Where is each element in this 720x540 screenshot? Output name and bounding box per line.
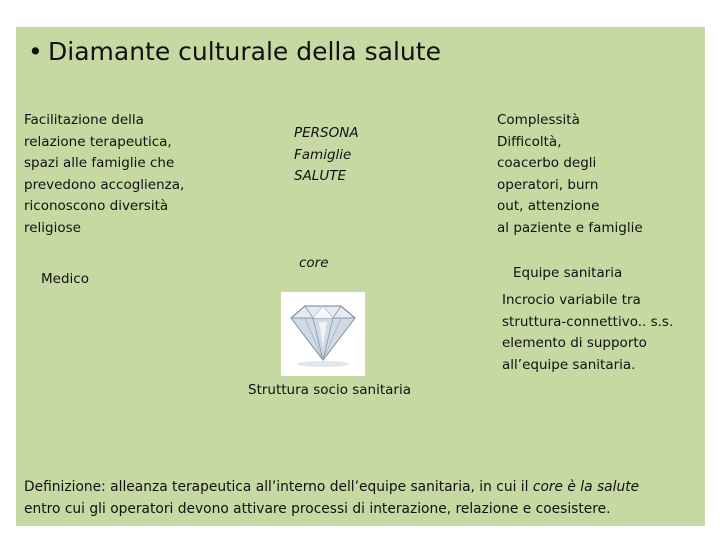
equipe-label: Equipe sanitaria — [513, 265, 623, 281]
right-line: out, attenzione — [497, 198, 600, 214]
right-line: coacerbo degli — [497, 155, 597, 171]
left-line: relazione terapeutica, — [24, 133, 172, 150]
equipe-line: struttura-connettivo.. s.s. — [502, 313, 674, 330]
left-line: religiose — [24, 219, 81, 236]
equipe-line: Incrocio variabile tra — [502, 292, 641, 308]
left-line: prevedono accoglienza, — [24, 176, 185, 193]
medico-label: Medico — [41, 271, 89, 287]
left-line: spazi alle famiglie che — [24, 155, 175, 171]
definition-core-phrase: core è la salute — [532, 479, 640, 495]
definition-line-1 — [24, 477, 700, 499]
center-line: SALUTE — [294, 168, 346, 184]
right-line: al paziente e famiglie — [497, 219, 643, 236]
equipe-line: elemento di supporto — [502, 335, 647, 351]
slide — [16, 27, 705, 526]
center-line: Famiglie — [294, 146, 352, 163]
definition-line-2: entro cui gli operatori devono attivare processi di interazione, relazione e coesistere. — [24, 500, 611, 517]
struttura-label: Struttura socio sanitaria — [248, 382, 411, 398]
center-text-block — [294, 123, 359, 188]
slide-title — [28, 37, 441, 67]
definition-text — [24, 477, 700, 520]
right-line: Difficoltà, — [497, 133, 562, 150]
diamond-image — [281, 292, 365, 376]
definition-text-a: Definizione: alleanza terapeutica all’interno dell’equipe sanitaria, in cui il — [24, 479, 533, 495]
left-text-block — [24, 110, 184, 239]
equipe-text-block — [502, 290, 673, 376]
center-line: PERSONA — [294, 125, 359, 141]
diamond-icon — [281, 292, 365, 376]
left-line: Facilitazione della — [24, 112, 144, 128]
right-line: Complessità — [497, 112, 580, 128]
equipe-line: all’equipe sanitaria. — [502, 356, 636, 373]
right-text-block — [497, 110, 643, 239]
left-line: riconoscono diversità — [24, 198, 169, 214]
core-label: core — [299, 255, 329, 271]
right-line: operatori, burn — [497, 176, 599, 193]
title-text: Diamante culturale della salute — [48, 37, 441, 66]
title-bullet: • — [28, 37, 43, 66]
